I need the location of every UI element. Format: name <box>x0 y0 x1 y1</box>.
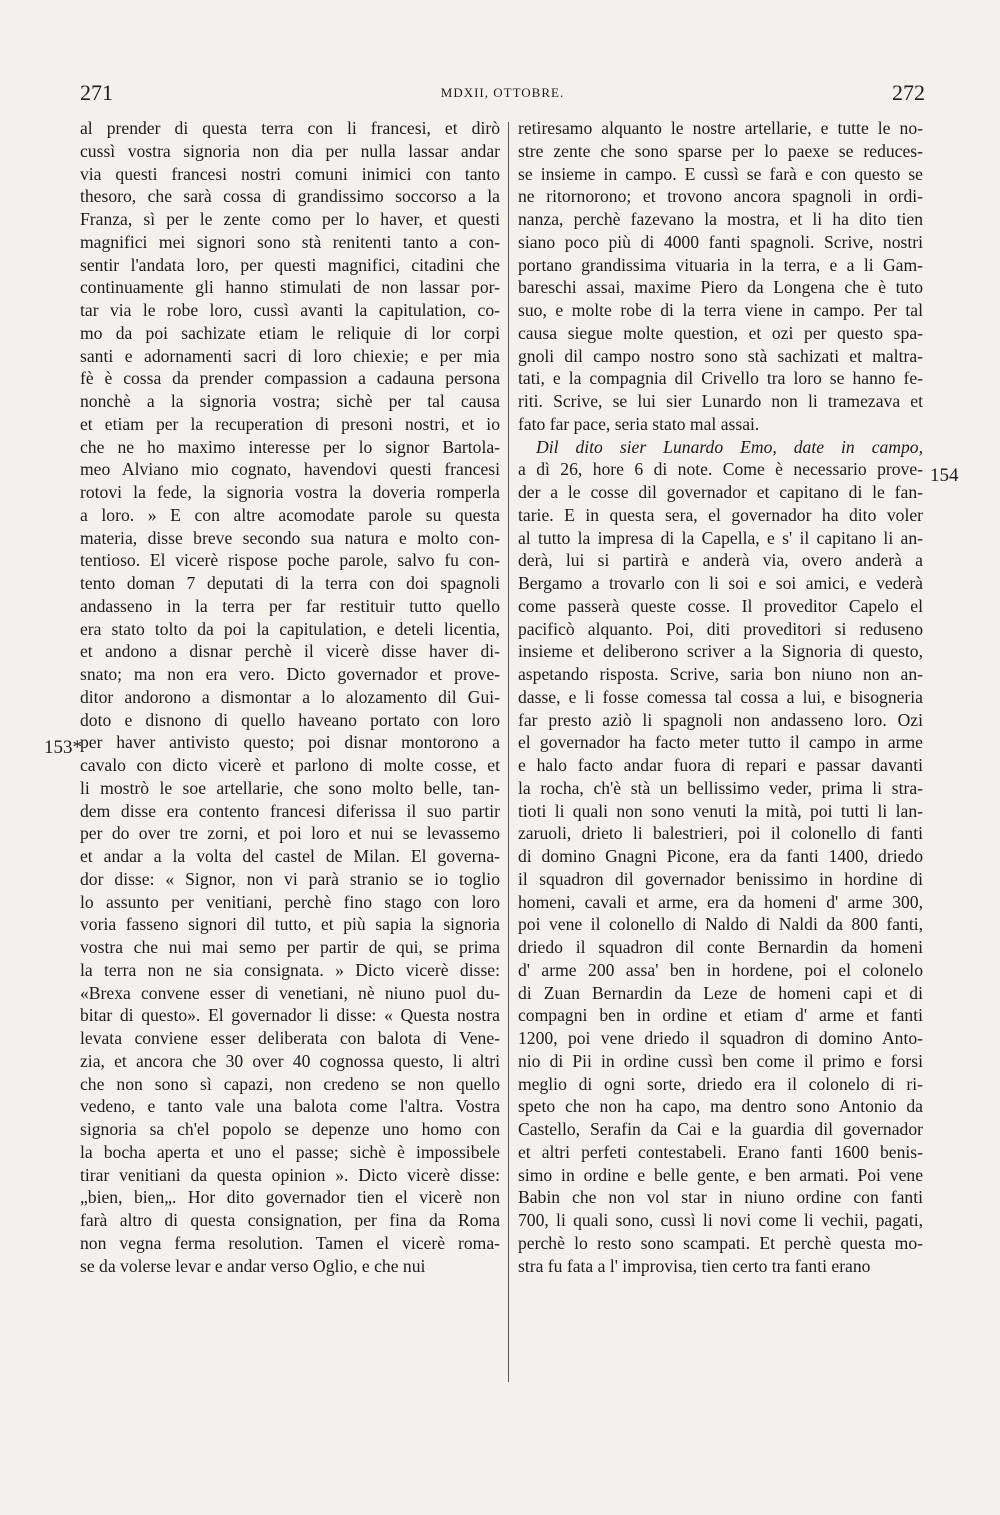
text-line: signoria sa ch'el popolo se depenze uno homo con <box>80 1119 500 1139</box>
text-line: poi vene il colonello di Naldo di Naldi da 800 fanti, <box>518 914 923 935</box>
text-line: far presto aziò li spagnoli non andasseno loro. Ozi <box>518 709 923 730</box>
text-line: Castello, Serafin da Cai e la guardia dil governador <box>518 1119 923 1139</box>
text-line: „bien, bien„. Hor dito governador tien el vicerè non <box>80 1187 500 1208</box>
text-line: che ne ho maximo interesse per lo signor Bartola- <box>80 436 500 457</box>
text-line: siano poco più di 4000 fanti spagnoli. Scrive, nostri <box>518 231 923 252</box>
text-line: der a le cosse dil governador et capitano di le fan- <box>518 482 923 502</box>
text-line: lo assunto per venitiani, perchè fino stago con loro <box>80 891 500 912</box>
text-line: bareschi assai, maxime Piero da Longena che è tuto <box>518 277 923 298</box>
text-line: aspetando risposta. Scrive, saria bon niuno non an- <box>518 664 923 684</box>
text-line: et andono a disnar perchè il vicerè disse haver di- <box>80 641 500 662</box>
text-line: vostra che nui mai semo per partir de qui, se prima <box>80 937 500 957</box>
text-line: per haver antivisto questo; poi disnar montorono a <box>80 732 500 753</box>
text-line: doto e disnono di quello haveano portato con loro <box>80 709 500 730</box>
text-line: era stato tolto da poi la capitulation, e deteli licentia, <box>80 618 500 639</box>
text-line: e halo facto andar fuora di repari e passar davanti <box>518 755 923 775</box>
text-line: la bocha aperta et uno el passe; sichè è impossibele <box>80 1141 500 1162</box>
text-line: bitar di questo». El governador li disse: « Questa nostra <box>80 1005 500 1026</box>
text-line: li mostrò le soe artellarie, che sono molto belle, tan- <box>80 777 500 798</box>
text-line: tioti li quali non sono venuti la mità, poi tutti li lan- <box>518 800 923 821</box>
text-line: compagni ben in ordine et etiam d' arme et fanti <box>518 1005 923 1026</box>
text-line: Franza, sì per le zente como per lo haver, et questi <box>80 209 500 229</box>
text-line: per do over tre zorni, et poi loro et nui se levassemo <box>80 823 500 844</box>
text-line: andasseno in la terra per far restituir tutto quello <box>80 595 500 616</box>
margin-note-left: 153* <box>44 737 82 758</box>
text-line: gnoli dil campo nostro sono stà sachizati et maltra- <box>518 345 923 366</box>
text-line: cavalo con dicto vicerè et parlono di molte cosse, et <box>80 755 500 775</box>
text-line: ne ritornorono; et trovono ancora spagnoli in ordi- <box>518 186 923 207</box>
page-number-left: 271 <box>80 80 113 105</box>
text-line: continuamente gli hanno stimulati de non lassar por- <box>80 277 500 298</box>
text-line: perchè lo resto sono scampati. Et perchè questa mo- <box>518 1232 923 1253</box>
text-line: di domino Gnagni Picone, era da fanti 1400, driedo <box>518 846 923 866</box>
text-line: vedeno, e tanto vale una balota come l'altra. Vostra <box>80 1096 500 1117</box>
running-title: MDXII, OTTOBRE. <box>440 85 565 100</box>
text-line: dem disse era contento francesi diferissa il suo partir <box>80 800 500 821</box>
text-line: a loro. » E con altre acomodate parole su questa <box>80 504 500 525</box>
page-header <box>80 80 925 110</box>
text-line: derà, lui si partirà e anderà via, overo anderà a <box>518 550 923 571</box>
text-line: et andar a la volta del castel de Milan. El governa- <box>80 846 500 866</box>
text-line: se da volerse levar e andar verso Oglio, e che nui <box>80 1255 426 1276</box>
text-line: materia, disse breve secondo sua natura e molto con- <box>80 527 500 548</box>
text-line: snato; ma non era vero. Dicto governador et prove- <box>80 664 500 684</box>
text-line: fato far pace, seria stato mal assai. <box>518 413 760 434</box>
text-line: causa siegue molte question, et ozi per questo spa- <box>518 322 923 343</box>
text-line: «Brexa convene esser di venetiani, nè niuno puol du- <box>80 982 500 1003</box>
left-column <box>80 117 500 1277</box>
text-line: driedo il squadron dil conte Bernardin da homeni <box>518 937 923 957</box>
text-line: pacificò alquanto. Poi, diti proveditori si reduseno <box>518 618 923 639</box>
text-line: meo Alviano mio cognato, havendovi questi francesi <box>80 459 500 480</box>
text-line: tarie. E in questa sera, el governador ha dito voler <box>518 504 923 525</box>
text-line: 700, li quali sono, cussì li novi come li vechii, pagati, <box>518 1210 923 1230</box>
text-line: come passerà queste cosse. Il proveditor Capelo el <box>518 595 923 616</box>
text-line: suo, e molte robe di la terra viene in campo. Per tal <box>518 300 923 320</box>
text-line: Dil dito sier Lunardo Emo, date in campo, <box>536 436 923 457</box>
text-line: portano grandissima vituaria in la terra, e a li Gam- <box>518 254 923 275</box>
text-line: il squadron dil governador benissimo in hordine di <box>518 868 923 889</box>
text-line: nio di Pii in ordine cussì ben come il primo e forsi <box>518 1050 923 1071</box>
text-line: zia, et ancora che 30 over 40 cognossa questo, li altri <box>80 1050 500 1071</box>
text-line: santi e adornamenti sacri di loro chiexie; e per mia <box>80 345 500 366</box>
text-line: che non sono sì capazi, non credeno se non quello <box>80 1073 500 1094</box>
text-line: farà altro di questa consignation, per fina da Roma <box>80 1210 500 1230</box>
text-line: tirar venitiani da questa opinion ». Dicto vicerè disse: <box>80 1164 500 1185</box>
text-line: stre zente che sono sparse per lo paexe se reduces- <box>518 140 923 161</box>
column-divider <box>508 122 509 1382</box>
text-line: magnifici mei signori sono stà renitenti tanto a con- <box>80 231 500 252</box>
text-line: al tutto la impresa di la Capella, e s' il capitano li an- <box>518 527 923 548</box>
text-line: zaruoli, drieto li balestrieri, poi il colonello di fanti <box>518 823 923 844</box>
text-line: mo da poi sachizate etiam le reliquie di lor corpi <box>80 322 500 343</box>
text-line: dor disse: « Signor, non vi parà stranio se io toglio <box>80 868 500 889</box>
text-line: nanza, perchè fazevano la mostra, et li ha dito tien <box>518 209 923 229</box>
text-line: tento doman 7 deputati di la terra con doi spagnoli <box>80 573 500 593</box>
text-line: fè è cossa da prender compassion a cadauna persona <box>80 368 500 389</box>
text-line: speto che non ha capo, ma dentro sono Antonio da <box>518 1096 923 1117</box>
text-line: a dì 26, hore 6 di note. Come è necessario prove- <box>518 459 923 480</box>
text-line: cussì vostra signoria non dia per nulla lassar andar <box>80 140 500 161</box>
text-line: tar via le robe loro, cussì avanti la capitulation, co- <box>80 300 500 320</box>
text-line: Bergamo a trovarlo con li soi e soi amici, e vederà <box>518 573 923 593</box>
text-line: ditor andorono a dismontar a lo alozamento dil Gui- <box>80 686 500 707</box>
text-line: meglio di ogni sorte, driedo era il colonelo di ri- <box>518 1073 923 1094</box>
text-line: Babin che non vol star in niuno ordine con fanti <box>518 1187 923 1208</box>
text-line: sentir l'andata loro, per questi magnifici, citadini che <box>80 254 500 275</box>
text-line: la terra non ne sia consignata. » Dicto vicerè disse: <box>80 959 500 980</box>
text-line: dasse, e li fosse comessa tal cossa a lui, e bisogneria <box>518 686 923 707</box>
text-line: non vegna ferma resolution. Tamen el vicerè roma- <box>80 1232 500 1253</box>
text-line: rotovi la fede, la signoria vostra la doveria romperla <box>80 482 500 502</box>
text-line: d' arme 200 assa' ben in hordene, poi el colonelo <box>518 959 923 980</box>
text-line: voria fasseno signori dil tutto, et più sapia la signoria <box>80 914 500 935</box>
text-line: simo in ordine e belle gente, e ben armati. Poi vene <box>518 1164 923 1185</box>
text-line: et etiam per la recuperation di presoni nostri, et io <box>80 413 500 434</box>
text-line: levata conviene esser deliberata con balota di Vene- <box>80 1028 500 1048</box>
text-line: via questi francesi nostri comuni inimici con tanto <box>80 163 500 184</box>
text-line: homeni, cavali et arme, era da homeni d' arme 300, <box>518 891 923 912</box>
text-line: 1200, poi vene driedo il squadron di domino Anto- <box>518 1028 923 1048</box>
text-line: el governador ha facto meter tutto il campo in arme <box>518 732 923 753</box>
right-column <box>518 117 923 1277</box>
text-line: tentioso. El vicerè rispose poche parole, salvo fu con- <box>80 550 500 571</box>
page-number-right: 272 <box>892 80 925 105</box>
text-line: tati, e la compagnia dil Crivello tra loro se hanno fe- <box>518 368 923 389</box>
text-line: nonchè a la signoria vostra; sichè per tal causa <box>80 391 500 411</box>
text-line: riti. Scrive, se lui sier Lunardo non li tramezava et <box>518 391 923 411</box>
text-line: di Zuan Bernardin da Leze de homeni capi et di <box>518 982 923 1003</box>
text-line: retiresamo alquanto le nostre artellarie, e tutte le no- <box>518 118 923 138</box>
text-line: la rocha, ch'è stà un bellissimo veder, prima li stra- <box>518 777 923 798</box>
text-line: et altri perfeti contestabeli. Erano fanti 1600 benis- <box>518 1141 923 1162</box>
text-line: se insieme in campo. E cussì se farà e con questo se <box>518 163 923 184</box>
text-line: thesoro, che sarà cossa di grandissimo soccorso a la <box>80 186 500 207</box>
text-line: al prender di questa terra con li francesi, et dirò <box>80 118 500 138</box>
text-line: stra fu fata a l' improvisa, tien certo tra fanti erano <box>518 1255 871 1276</box>
text-line: insieme et deliberono scriver a la Signoria di questo, <box>518 641 923 662</box>
margin-note-right: 154 <box>930 465 959 486</box>
